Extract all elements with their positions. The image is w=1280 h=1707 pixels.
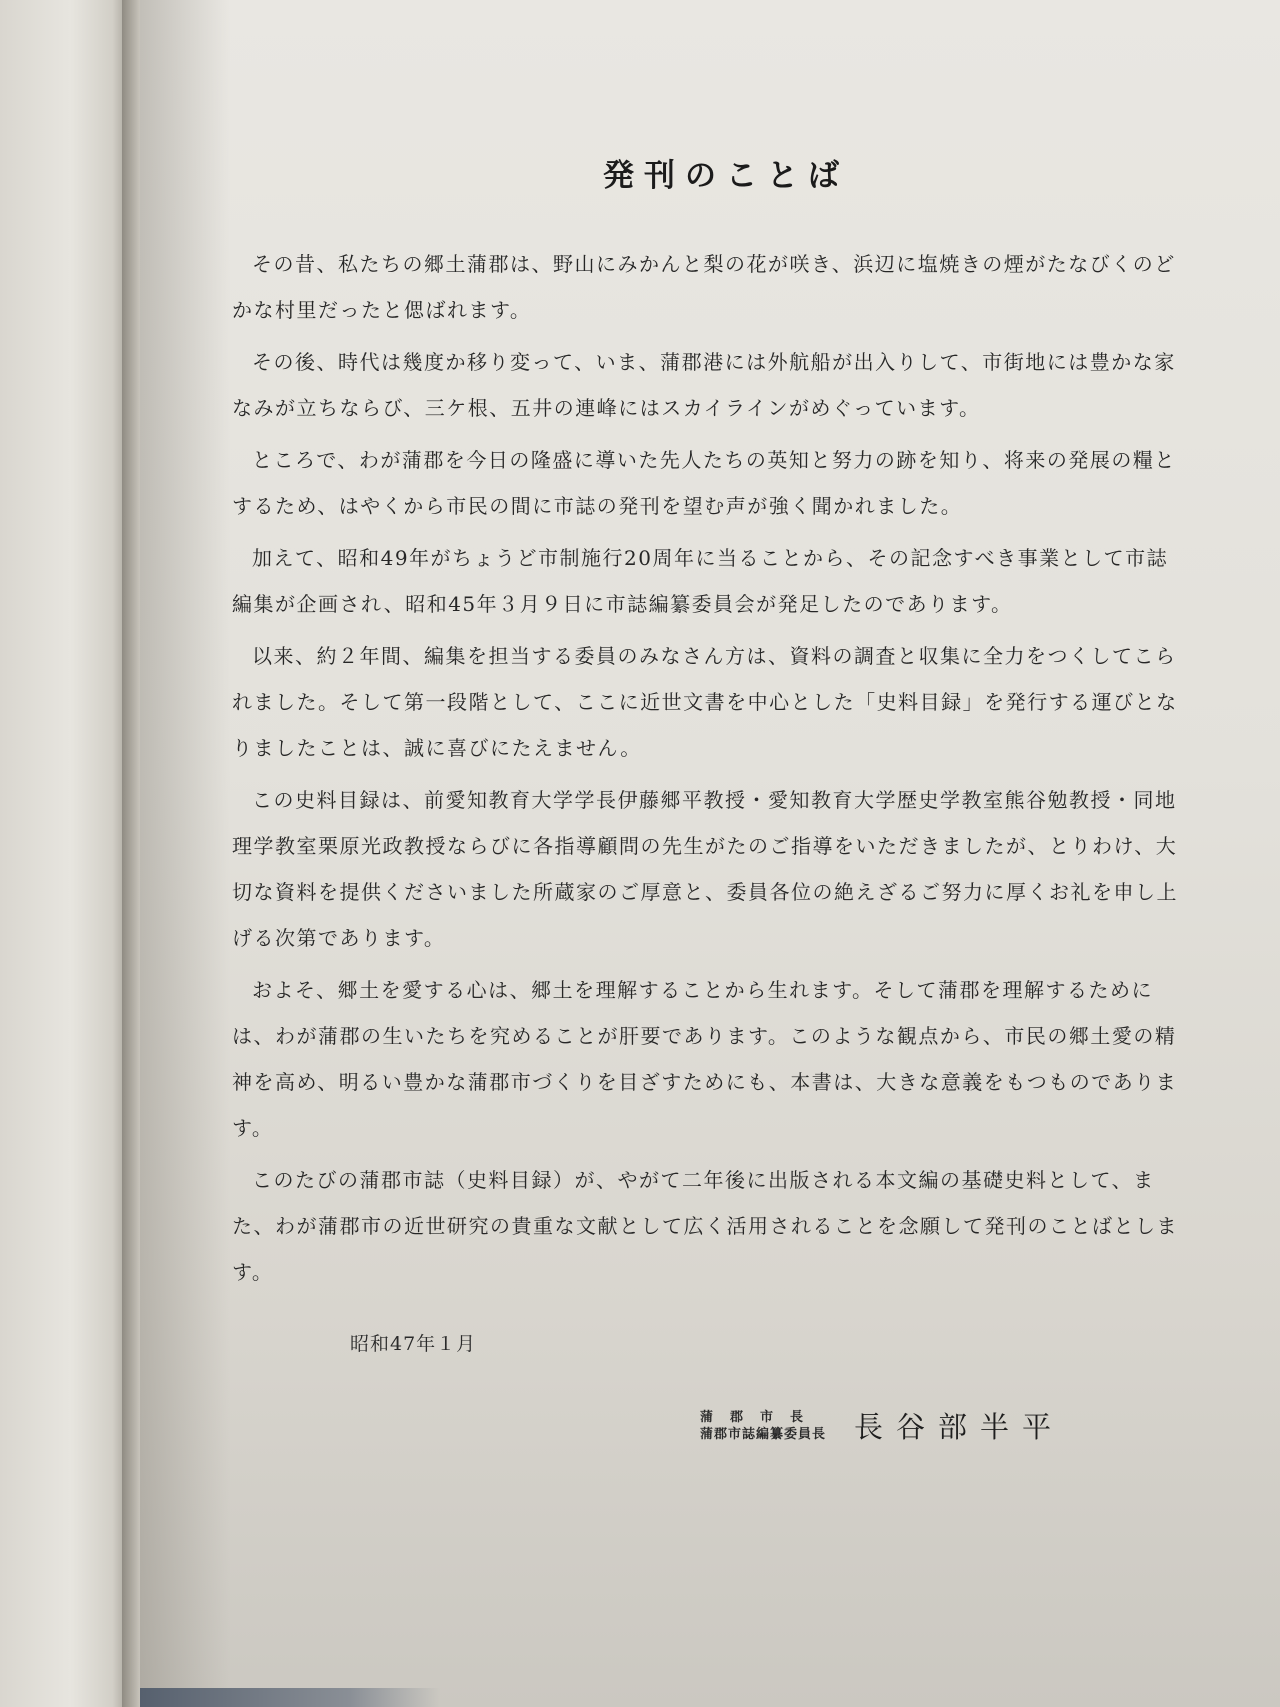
paragraph-2: その後、時代は幾度か移り変って、いま、蒲郡港には外航船が出入りして、市街地には豊かな家なみが立ちならび、三ケ根、五井の連峰にはスカイラインがめぐっています。 bbox=[232, 350, 1176, 420]
signer-title-committee: 蒲郡市誌編纂委員長 bbox=[700, 1426, 827, 1442]
document-body bbox=[232, 150, 1180, 1356]
signer-titles bbox=[700, 1409, 826, 1443]
paragraph-7: およそ、郷土を愛する心は、郷土を理解することから生れます。そして蒲郡を理解するためには、わが蒲郡の生いたちを究めることが肝要であります。このような観点から、市民の郷土愛の精神を高め、明るい豊かな蒲郡市づくりを目ざすためにも、本書は、大きな意義をもつものであります。 bbox=[232, 978, 1178, 1140]
signer-name: 長谷部半平 bbox=[854, 1410, 1065, 1444]
paragraph-3: ところで、わが蒲郡を今日の隆盛に導いた先人たちの英知と努力の跡を知り、将来の発展の糧とするため、はやくから市民の間に市誌の発刊を望む声が強く聞かれました。 bbox=[232, 448, 1176, 518]
page-shadow bbox=[140, 0, 230, 1707]
paragraph-4: 加えて、昭和49年がちょうど市制施行20周年に当ることから、その記念すべき事業として市誌編集が企画され、昭和45年３月９日に市誌編纂委員会が発足したのであります。 bbox=[232, 546, 1169, 616]
paragraph-6: この史料目録は、前愛知教育大学学長伊藤郷平教授・愛知教育大学歴史学教室熊谷勉教授・同地理学教室栗原光政教授ならびに各指導顧問の先生がたのご指導をいただきましたが、とりわけ、大切な資料を提供くださいました所蔵家のご厚意と、委員各位の絶えざるご努力に厚くお礼を申し上げる次第であります。 bbox=[232, 788, 1178, 950]
signer-title-mayor: 蒲郡市長 bbox=[700, 1409, 821, 1425]
signature-block bbox=[700, 1405, 1064, 1446]
paragraph-1: その昔、私たちの郷土蒲郡は、野山にみかんと梨の花が咲き、浜辺に塩焼きの煙がたなびくのどかな村里だったと偲ばれます。 bbox=[232, 252, 1176, 322]
paragraph-5: 以来、約２年間、編集を担当する委員のみなさん方は、資料の調査と収集に全力をつくしてこられました。そして第一段階として、ここに近世文書を中心とした「史料目録」を発行する運びとなりましたことは、誠に喜びにたえません。 bbox=[232, 644, 1178, 760]
page-title: 発刊のことば bbox=[603, 158, 849, 194]
paragraph-8: このたびの蒲郡市誌（史料目録）が、やがて二年後に出版される本文編の基礎史料として、また、わが蒲郡市の近世研究の貴重な文献として広く活用されることを念願して発刊のことばとします。 bbox=[232, 1168, 1178, 1284]
cover-edge bbox=[140, 1688, 440, 1707]
document-date: 昭和47年１月 bbox=[350, 1333, 477, 1355]
left-page-edge bbox=[0, 0, 128, 1707]
